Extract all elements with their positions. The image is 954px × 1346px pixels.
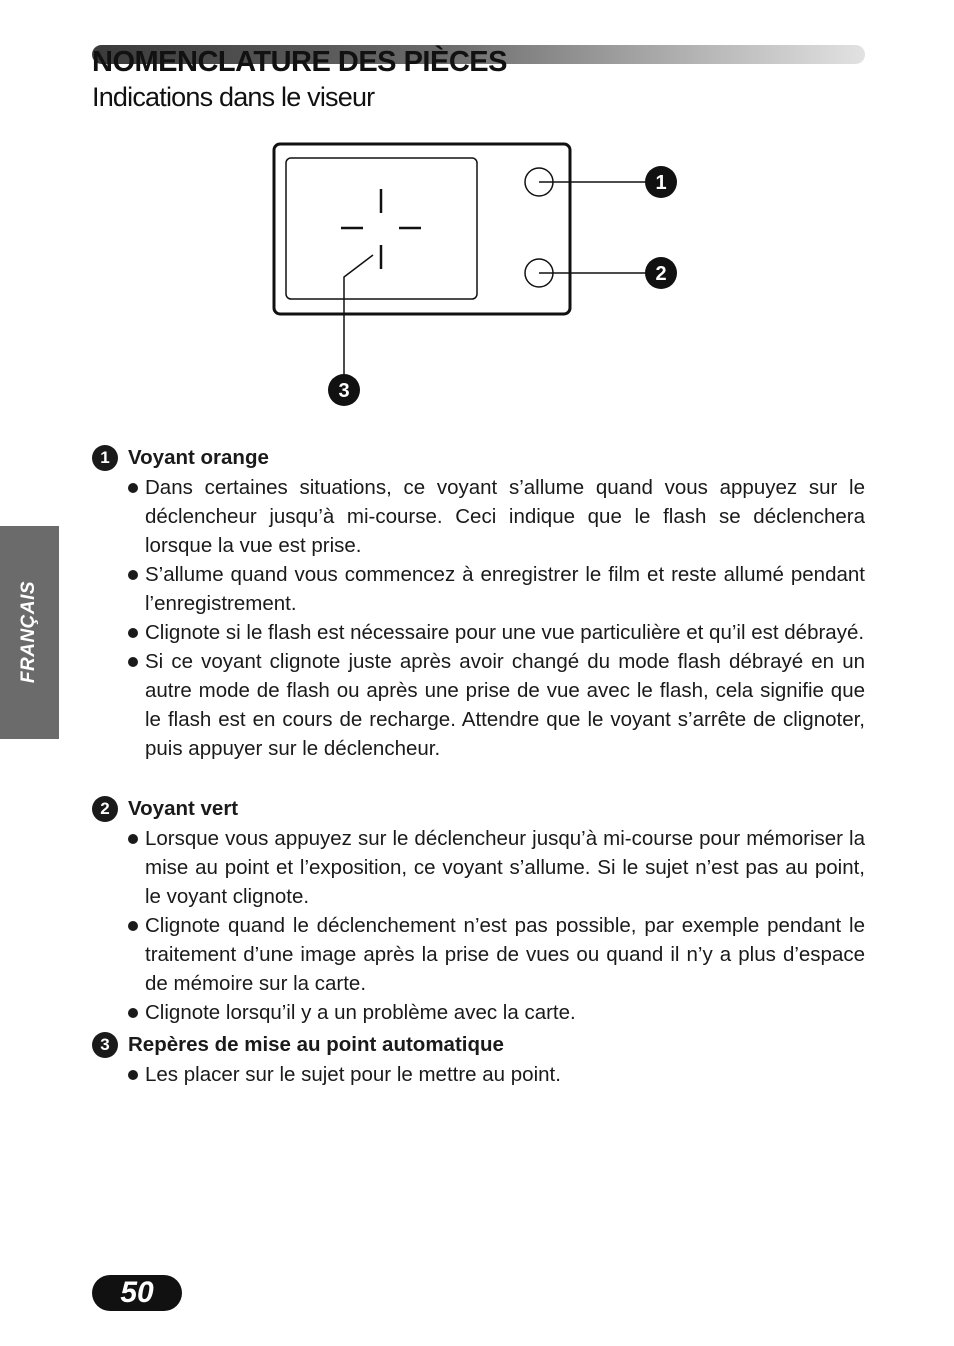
section-title: Voyant orange — [128, 446, 269, 469]
svg-text:1: 1 — [655, 172, 667, 194]
page-subtitle: Indications dans le viseur — [92, 82, 375, 112]
list-item: Les placer sur le sujet pour le mettre au point. — [92, 1060, 865, 1089]
callout-3 — [328, 374, 360, 406]
list-item: Dans certaines situations, ce voyant s’allume quand vous appuyez sur le déclencheur jusqu’à mi-course. Ceci indique que le flash se déclenchera lorsque la vue est prise. — [92, 473, 865, 560]
svg-text:2: 2 — [655, 263, 667, 285]
list-item: Lorsque vous appuyez sur le déclencheur jusqu’à mi-course pour mémoriser la mise au point et l’exposition, ce voyant s’allume. Si le sujet n’est pas au point, le voyant clignote. — [92, 824, 865, 911]
svg-text:3: 3 — [338, 380, 350, 402]
language-tab — [0, 526, 59, 739]
section-title: Repères de mise au point automatique — [128, 1033, 504, 1056]
callout-1 — [645, 166, 677, 198]
list-item: Clignote lorsqu’il y a un problème avec la carte. — [92, 998, 865, 1027]
bullet-list — [92, 824, 865, 1027]
bullet-list — [92, 473, 865, 763]
section-number: 1 — [92, 445, 118, 471]
viewfinder-diagram — [0, 0, 954, 420]
section-green-lamp — [92, 794, 865, 1027]
section-number: 3 — [92, 1032, 118, 1058]
section-title: Voyant vert — [128, 797, 239, 820]
section-af-marks — [92, 1030, 865, 1089]
bullet-list — [92, 1060, 865, 1089]
list-item: Si ce voyant clignote juste après avoir changé du mode flash débrayé en un autre mode de flash ou après une prise de vue avec le flash, cela signifie que le flash est en cours de recharge. Attendre que le voyant s’arrête de clignoter, puis appuyer sur le déclencheur. — [92, 647, 865, 763]
section-orange-lamp — [92, 443, 865, 763]
list-item: Clignote si le flash est nécessaire pour une vue particulière et qu’il est débrayé. — [92, 618, 865, 647]
list-item: S’allume quand vous commencez à enregistrer le film et reste allumé pendant l’enregistrement. — [92, 560, 865, 618]
page-number: 50 — [92, 1275, 182, 1311]
page-title: NOMENCLATURE DES PIÈCES — [92, 46, 507, 78]
list-item: Clignote quand le déclenchement n’est pas possible, par exemple pendant le traitement d’une image après la prise de vues ou quand il n’y a plus d’espace de mémoire sur la carte. — [92, 911, 865, 998]
language-tab-label: FRANÇAIS — [18, 580, 39, 684]
section-number: 2 — [92, 796, 118, 822]
callout-2 — [645, 257, 677, 289]
viewfinder-screen — [286, 158, 477, 299]
